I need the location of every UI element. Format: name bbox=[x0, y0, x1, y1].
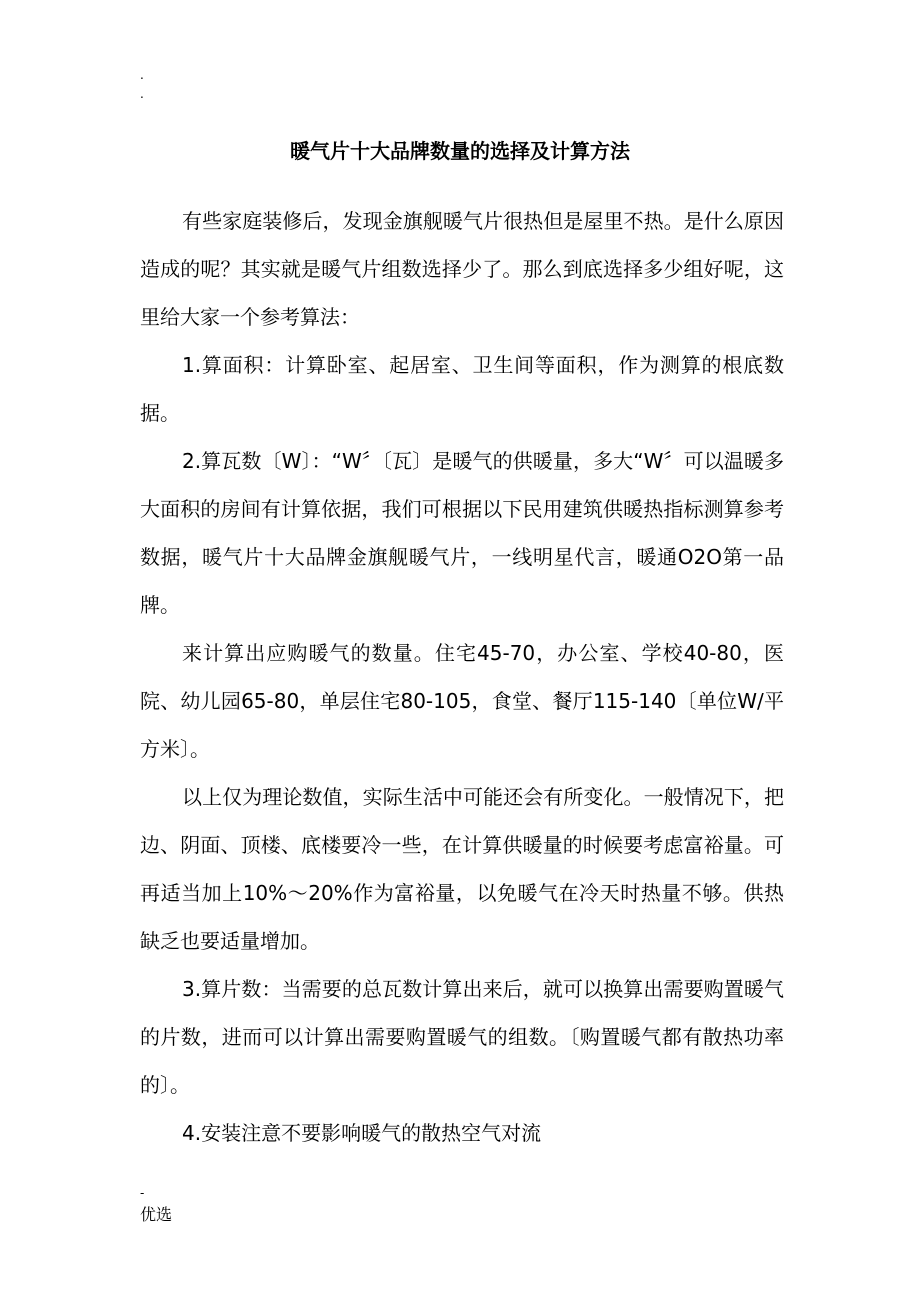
header-mark: . bbox=[140, 87, 144, 101]
header-mark: . bbox=[140, 68, 144, 82]
paragraph: 来计算出应购暖气的数量。住宅45-70，办公室、学校40-80，医院、幼儿园65-80，单层住宅80-105，食堂、餐厅115-140〔单位W/平方米〕。 bbox=[140, 641, 784, 761]
page-title: 暖气片十大品牌数量的选择及计算方法 bbox=[290, 139, 630, 163]
document-body bbox=[140, 197, 784, 1157]
paragraph: 4.安装注意不要影响暖气的散热空气对流 bbox=[182, 1121, 542, 1145]
paragraph: 有些家庭装修后，发现金旗舰暖气片很热但是屋里不热。是什么原因造成的呢？其实就是暖气片组数选择少了。那么到底选择多少组好呢，这里给大家一个参考算法： bbox=[140, 209, 784, 329]
paragraph: 3.算片数：当需要的总瓦数计算出来后，就可以换算出需要购置暖气的片数，进而可以计算出需要购置暖气的组数。〔购置暖气都有散热功率的〕。 bbox=[140, 977, 784, 1097]
paragraph: 2.算瓦数〔W〕：“W〞〔瓦〕是暖气的供暖量，多大“W〞可以温暖多大面积的房间有计算依据，我们可根据以下民用建筑供暖热指标测算参考数据，暖气片十大品牌金旗舰暖气片，一线明星代言，暖通O2O第一品牌。 bbox=[140, 449, 784, 617]
header-marks bbox=[140, 66, 144, 104]
paragraph: 1.算面积：计算卧室、起居室、卫生间等面积，作为测算的根底数据。 bbox=[140, 353, 784, 425]
paragraph: 以上仅为理论数值，实际生活中可能还会有所变化。一般情况下，把边、阴面、顶楼、底楼要冷一些，在计算供暖量的时候要考虑富裕量。可再适当加上10%～20%作为富裕量，以免暖气在冷天时热量不够。供热缺乏也要适量增加。 bbox=[140, 785, 784, 953]
footer-mark: - bbox=[140, 1186, 145, 1200]
footer-label: 优选 bbox=[140, 1205, 173, 1224]
